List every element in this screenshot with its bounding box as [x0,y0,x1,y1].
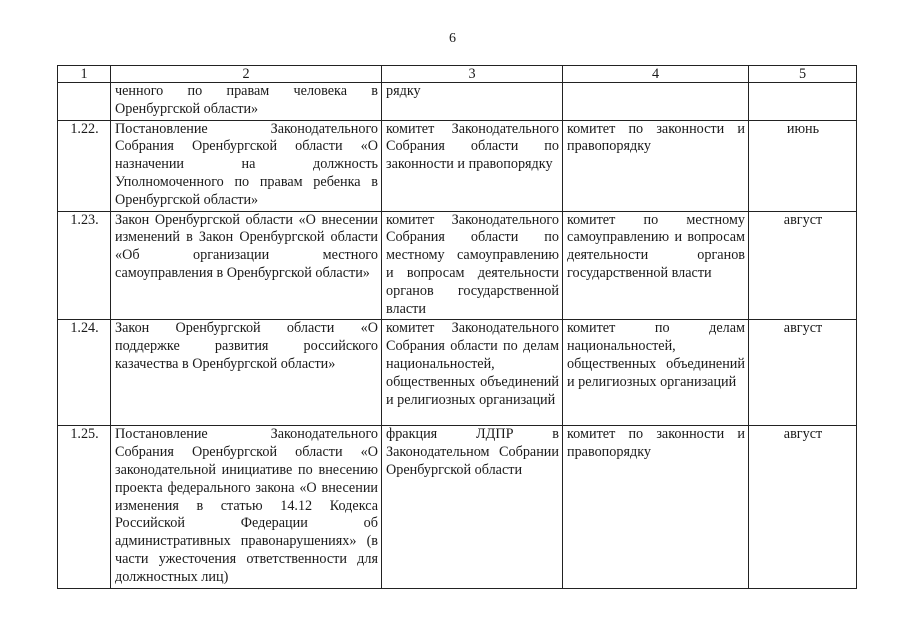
item-number: 1.22. [58,120,111,211]
table-row [58,320,857,426]
initiator: комитет Законодательного Собрания области по делам национальностей, общественных объединений и религиозных организаций [382,320,563,426]
responsible-committee: комитет по местному самоуправлению и вопросам деятельности органов государственной власти [563,211,749,320]
document-title: Постановление Законодательного Собрания Оренбургской области «О законодательной инициативе по внесению проекта федерального закона «О внесении изменения в статью 14.12 Кодекса Российской Федерации об административных правонарушениях» (в части ужесточения ответственности для должностных лиц) [111,426,382,588]
column-number-row [58,66,857,83]
item-number: 1.23. [58,211,111,320]
table-row [58,426,857,588]
responsible-committee [563,83,749,121]
table-row [58,83,857,121]
column-number-2: 2 [111,66,382,83]
initiator: комитет Законодательного Собрания области по местному самоуправлению и вопросам деятельности органов государственной власти [382,211,563,320]
legislative-plan-table [57,65,857,589]
page-number: 6 [449,31,456,46]
responsible-committee: комитет по законности и правопорядку [563,120,749,211]
initiator: комитет Законодательного Собрания области по законности и правопорядку [382,120,563,211]
document-title: Постановление Законодательного Собрания Оренбургской области «О назначении на должность Уполномоченного по правам ребенка в Оренбургской области» [111,120,382,211]
responsible-committee: комитет по делам национальностей, общественных объединений и религиозных организаций [563,320,749,426]
deadline: август [749,320,857,426]
document-title: Закон Оренбургской области «О поддержке развития российского казачества в Оренбургской области» [111,320,382,426]
item-number: 1.25. [58,426,111,588]
item-number: 1.24. [58,320,111,426]
deadline [749,83,857,121]
column-number-1: 1 [58,66,111,83]
column-number-3: 3 [382,66,563,83]
column-number-4: 4 [563,66,749,83]
deadline: август [749,211,857,320]
deadline: июнь [749,120,857,211]
responsible-committee: комитет по законности и правопорядку [563,426,749,588]
initiator: фракция ЛДПР в Законодательном Собрании Оренбургской области [382,426,563,588]
table-row [58,211,857,320]
column-number-5: 5 [749,66,857,83]
deadline: август [749,426,857,588]
document-title: ченного по правам человека в Оренбургской области» [111,83,382,121]
initiator: рядку [382,83,563,121]
document-title: Закон Оренбургской области «О внесении изменений в Закон Оренбургской области «Об организации местного самоуправления в Оренбургской области» [111,211,382,320]
item-number [58,83,111,121]
table-row [58,120,857,211]
